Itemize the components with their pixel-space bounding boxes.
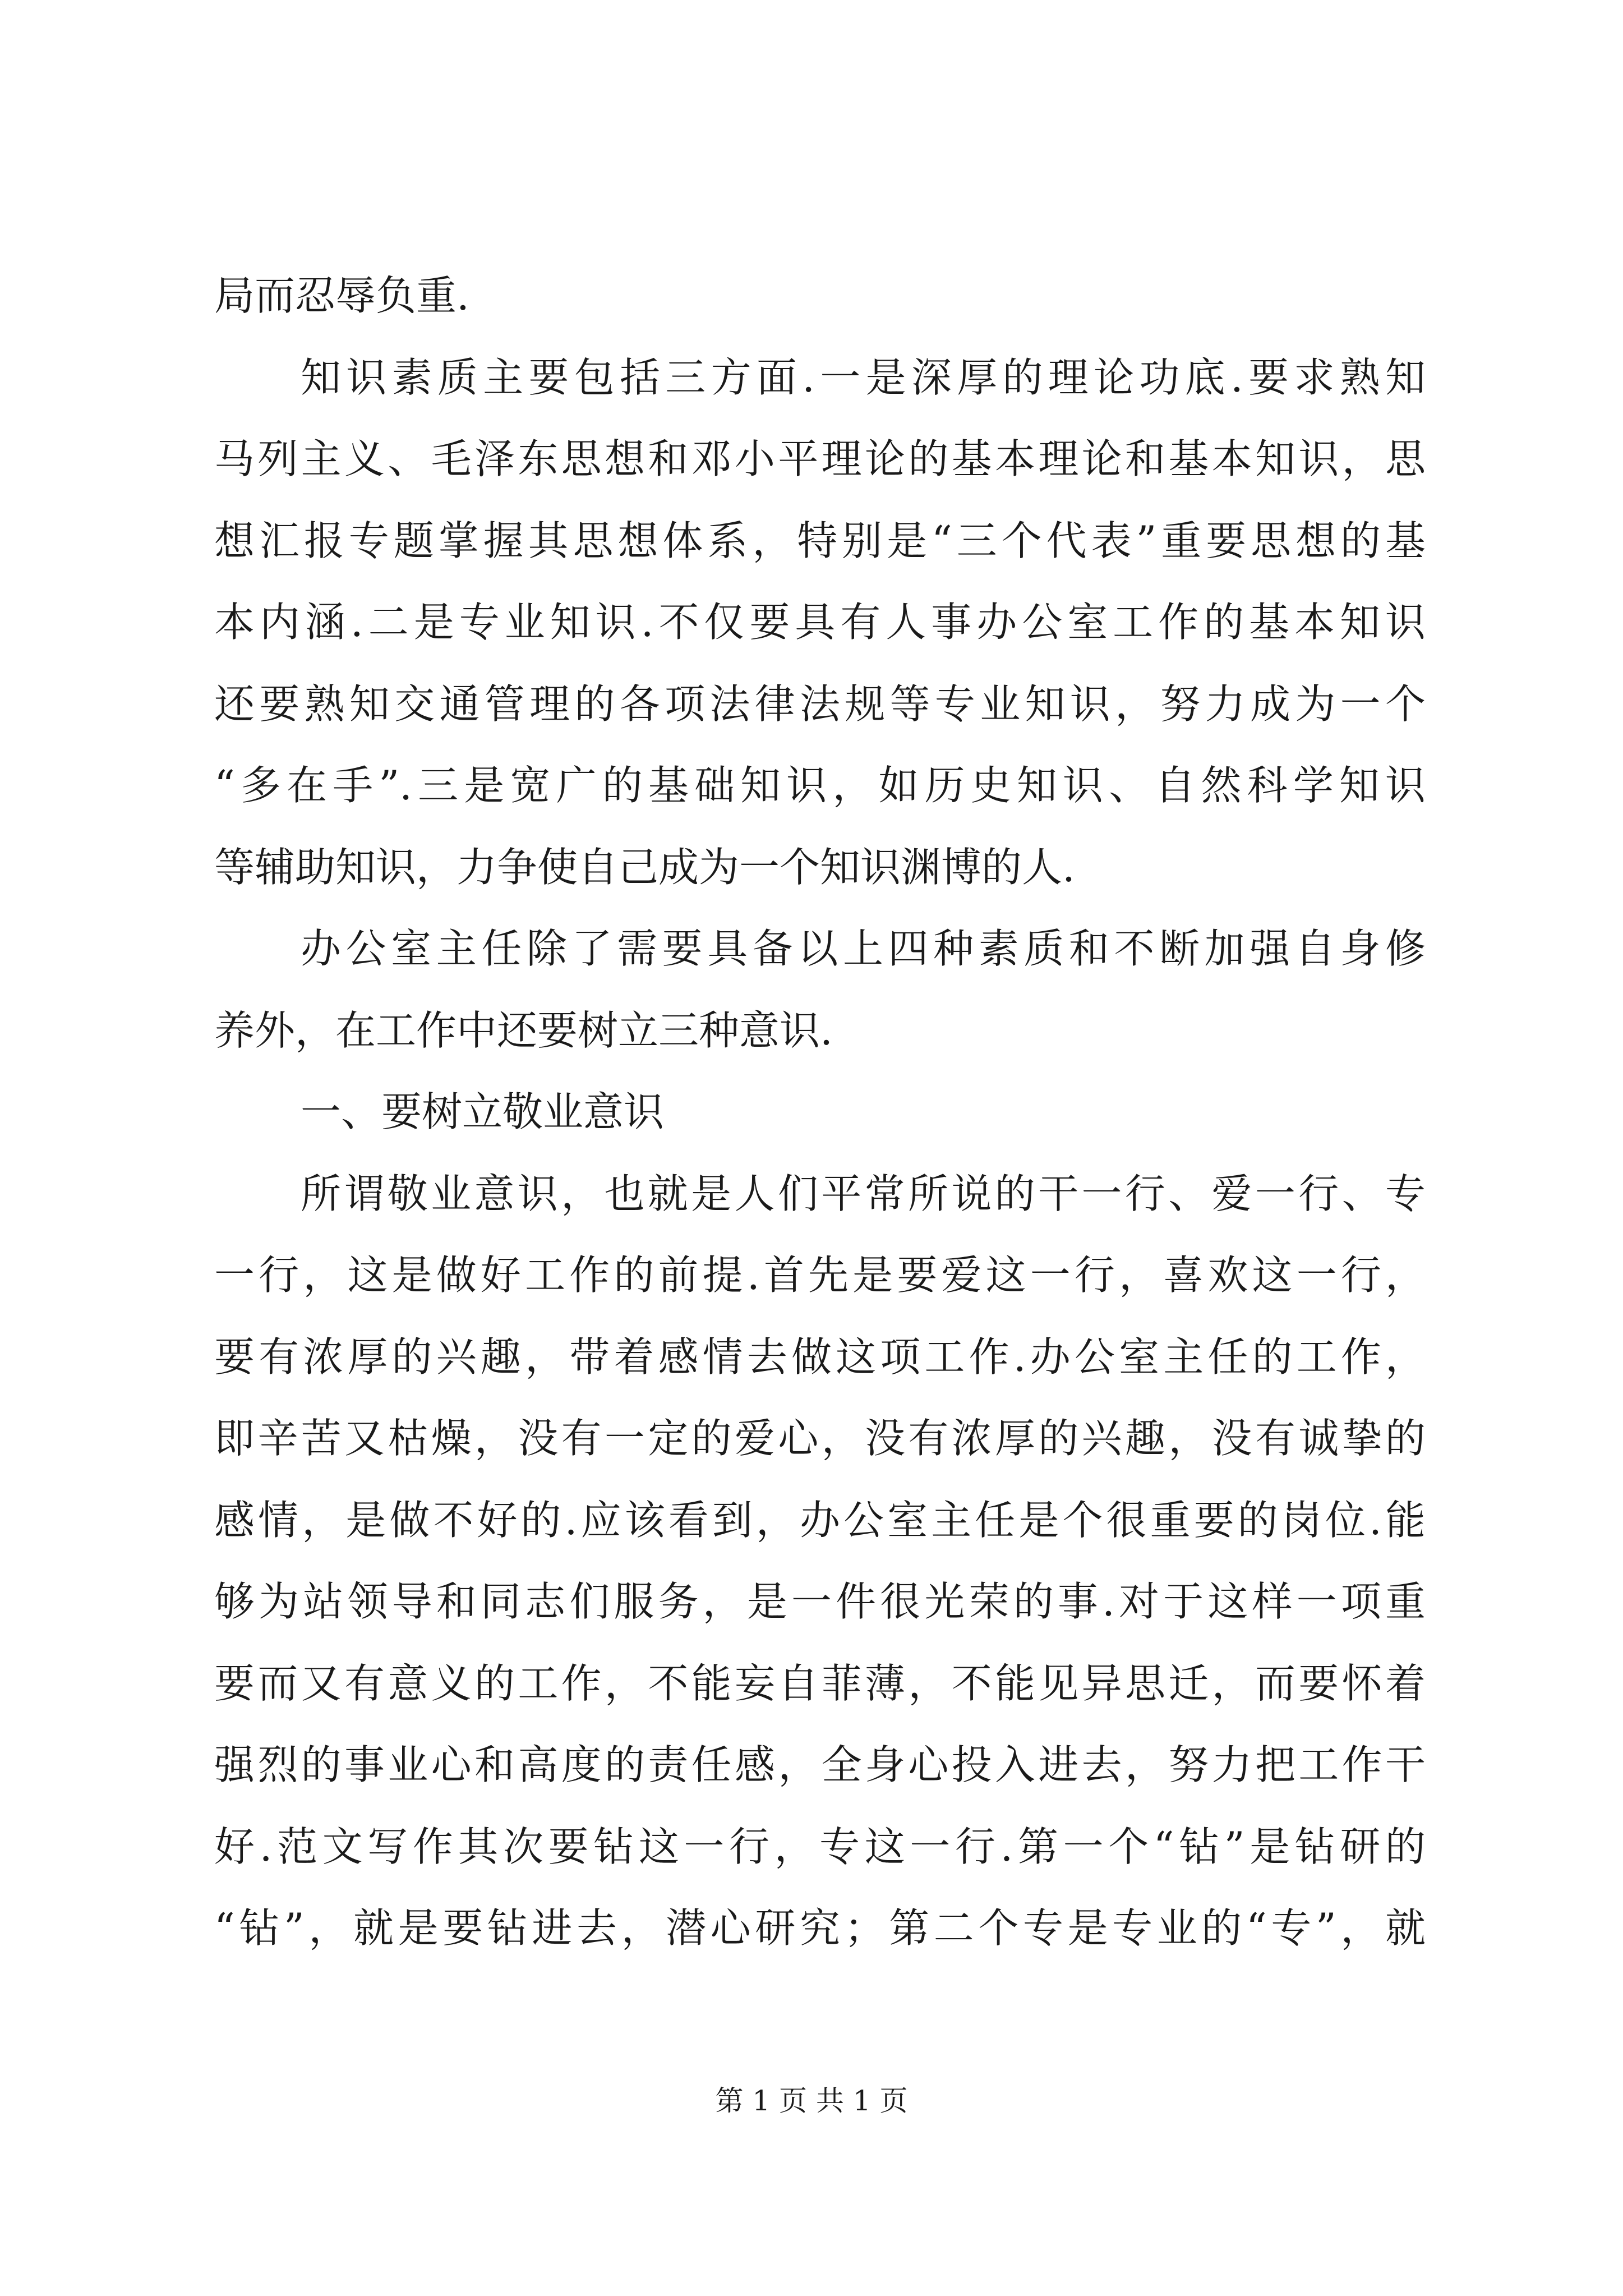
text-line: 办公室主任除了需要具备以上四种素质和不断加强自身修 <box>301 925 1426 972</box>
text-line: 一行，这是做好工作的前提.首先是要爱这一行，喜欢这一行， <box>214 1251 1426 1299</box>
text-line: 养外，在工作中还要树立三种意识. <box>214 1006 833 1054</box>
text-line: “多在手”.三是宽广的基础知识，如历史知识、自然科学知识 <box>214 762 1426 809</box>
text-line: 好.范文写作其次要钻这一行，专这一行.第一个“钻”是钻研的 <box>214 1823 1426 1870</box>
text-line: 所谓敬业意识，也就是人们平常所说的干一行、爱一行、专 <box>301 1170 1426 1217</box>
text-line: 局而忍辱负重. <box>214 272 469 319</box>
text-line: 马列主义、毛泽东思想和邓小平理论的基本理论和基本知识，思 <box>214 435 1426 482</box>
text-line: 一、要树立敬业意识 <box>301 1088 665 1135</box>
text-line: 够为站领导和同志们服务，是一件很光荣的事.对于这样一项重 <box>214 1578 1426 1625</box>
text-line: 等辅助知识，力争使自己成为一个知识渊博的人. <box>214 843 1075 891</box>
text-line: 本内涵.二是专业知识.不仅要具有人事办公室工作的基本知识 <box>214 599 1426 646</box>
text-line: 感情，是做不好的.应该看到，办公室主任是个很重要的岗位.能 <box>214 1496 1426 1544</box>
text-line: 还要熟知交通管理的各项法律法规等专业知识，努力成为一个 <box>214 680 1426 728</box>
text-line: 强烈的事业心和高度的责任感，全身心投入进去，努力把工作干 <box>214 1741 1426 1788</box>
text-line: 知识素质主要包括三方面.一是深厚的理论功底.要求熟知 <box>301 353 1426 401</box>
text-line: 要有浓厚的兴趣，带着感情去做这项工作.办公室主任的工作， <box>214 1333 1426 1381</box>
text-line: “钻”，就是要钻进去，潜心研究；第二个专是专业的“专”，就 <box>214 1904 1426 1952</box>
text-line: 要而又有意义的工作，不能妄自菲薄，不能见异思迁，而要怀着 <box>214 1659 1426 1707</box>
text-line: 即辛苦又枯燥，没有一定的爱心，没有浓厚的兴趣，没有诚挚的 <box>214 1415 1426 1462</box>
page-footer: 第 1 页 共 1 页 <box>715 2085 908 2117</box>
document-body <box>214 255 1426 1970</box>
text-line: 想汇报专题掌握其思想体系，特别是“三个代表”重要思想的基 <box>214 517 1426 564</box>
